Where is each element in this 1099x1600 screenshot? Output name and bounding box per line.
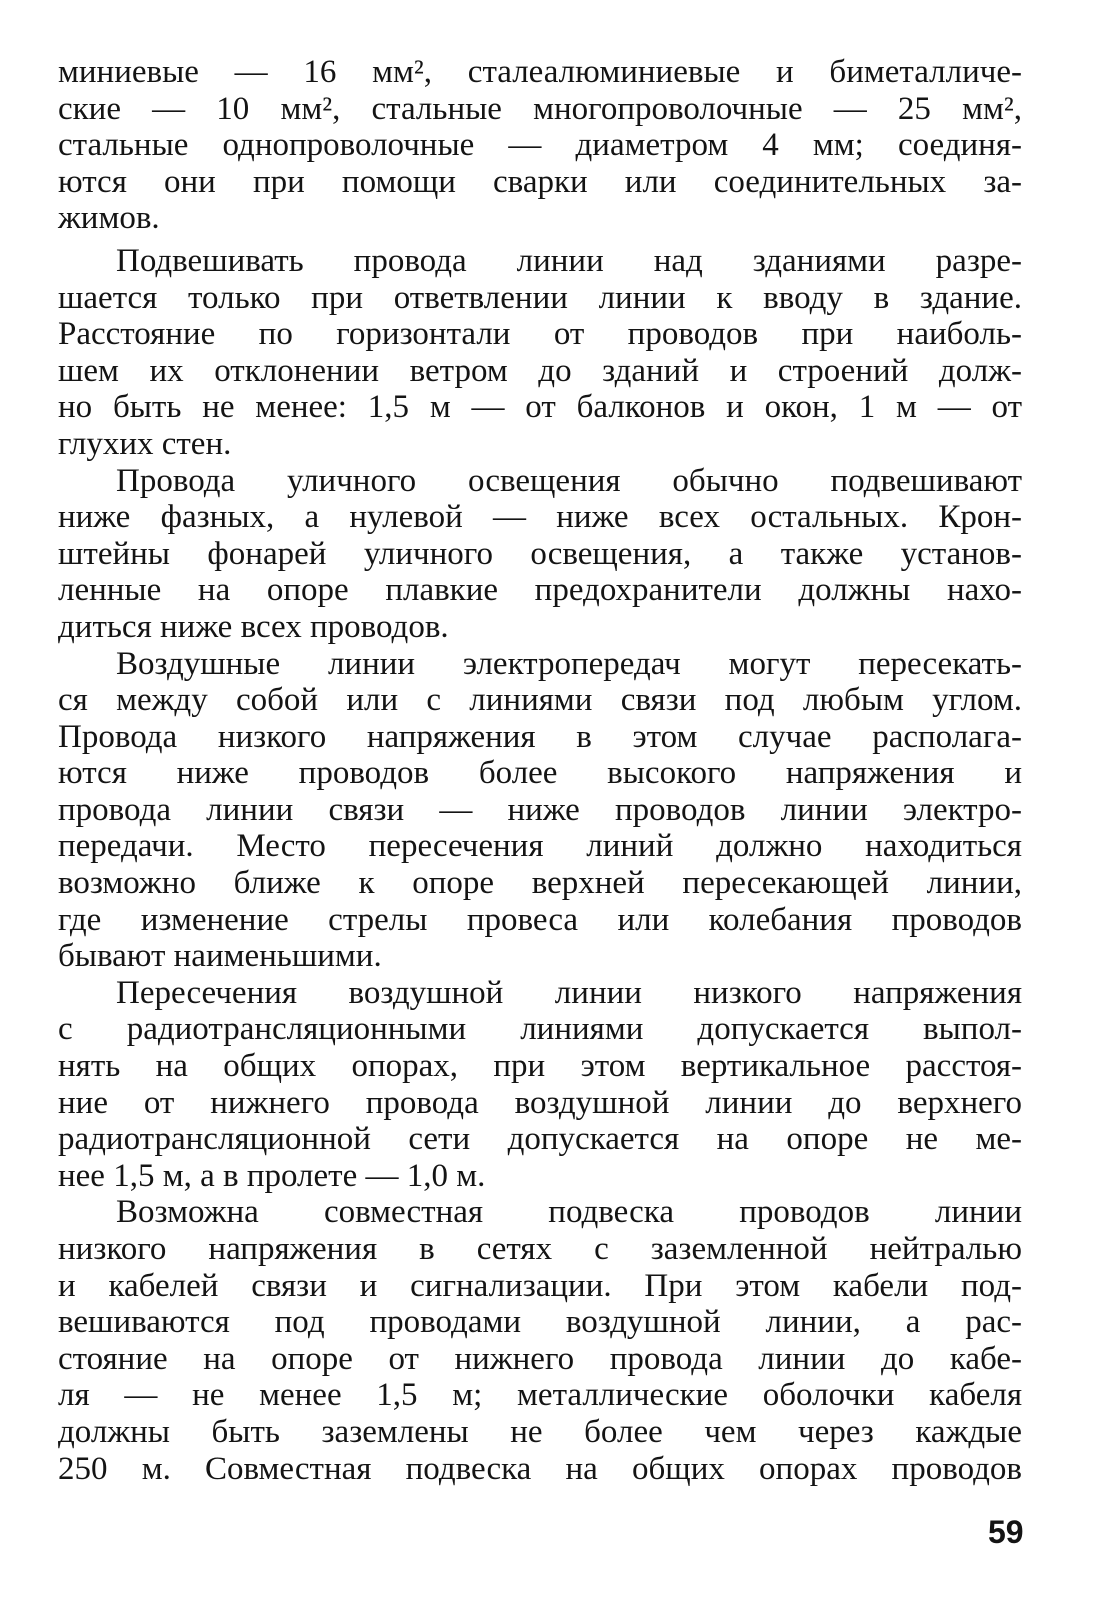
text-line: вешиваются под проводами воздушной линии, а рас-	[58, 1304, 1022, 1341]
text-line: ленные на опоре плавкие предохранители должны нахо-	[58, 572, 1022, 609]
paragraph-4	[58, 646, 1022, 975]
text-line: провода линии связи — ниже проводов линии электро-	[58, 791, 1022, 828]
text-line: ние от нижнего провода воздушной линии до верхнего	[58, 1084, 1022, 1121]
text-line: жимов.	[58, 200, 160, 237]
text-line: радиотрансляционной сети допускается на опоре не ме-	[58, 1121, 1022, 1158]
text-line: 250 м. Совместная подвеска на общих опорах проводов	[58, 1450, 1022, 1487]
paragraph-6	[58, 1194, 1022, 1487]
text-line: и кабелей связи и сигнализации. При этом кабели под-	[58, 1267, 1022, 1304]
text-line: шается только при ответвлении линии к вводу в здание.	[58, 279, 1022, 316]
text-line: Расстояние по горизонтали от проводов при наиболь-	[58, 316, 1022, 353]
page-number: 59	[988, 1514, 1024, 1550]
text-line: ля — не менее 1,5 м; металлические оболочки кабеля	[58, 1377, 1022, 1414]
text-line: бывают наименьшими.	[58, 938, 382, 975]
text-line: ские — 10 мм², стальные многопроволочные — 25 мм²,	[58, 90, 1022, 127]
text-line: диться ниже всех проводов.	[58, 608, 449, 645]
text-line: Провода низкого напряжения в этом случае располага-	[58, 718, 1022, 755]
paragraph-2	[58, 243, 1022, 463]
paragraph-3	[58, 463, 1022, 646]
text-line: глухих стен.	[58, 425, 232, 462]
text-line: Подвешивать провода линии над зданиями разре-	[116, 242, 1022, 279]
page-body	[58, 54, 1022, 1487]
text-line: с радиотрансляционными линиями допускается выпол-	[58, 1011, 1022, 1048]
text-line: шем их отклонении ветром до зданий и строений долж-	[58, 352, 1022, 389]
text-line: нять на общих опорах, при этом вертикальное расстоя-	[58, 1048, 1022, 1085]
text-line: ются они при помощи сварки или соединительных за-	[58, 163, 1022, 200]
text-line: где изменение стрелы провеса или колебания проводов	[58, 901, 1022, 938]
text-line: стальные однопроволочные — диаметром 4 мм; соединя-	[58, 127, 1022, 164]
text-line: но быть не менее: 1,5 м — от балконов и окон, 1 м — от	[58, 389, 1022, 426]
text-line: Возможна совместная подвеска проводов линии	[116, 1194, 1022, 1231]
text-line: ся между собой или с линиями связи под любым углом.	[58, 682, 1022, 719]
text-line: стояние на опоре от нижнего провода линии до кабе-	[58, 1340, 1022, 1377]
text-line: Провода уличного освещения обычно подвешивают	[116, 462, 1022, 499]
text-line: Воздушные линии электропередач могут пересекать-	[116, 645, 1022, 682]
text-line: возможно ближе к опоре верхней пересекающей линии,	[58, 865, 1022, 902]
text-line: передачи. Место пересечения линий должно находиться	[58, 828, 1022, 865]
paragraph-5	[58, 975, 1022, 1195]
text-line: ниже фазных, а нулевой — ниже всех остальных. Крон-	[58, 499, 1022, 536]
text-line: низкого напряжения в сетях с заземленной нейтралью	[58, 1231, 1022, 1267]
text-line: Пересечения воздушной линии низкого напряжения	[116, 974, 1022, 1011]
text-line: должны быть заземлены не более чем через каждые	[58, 1413, 1022, 1450]
text-line: штейны фонарей уличного освещения, а также установ-	[58, 535, 1022, 572]
text-line: ются ниже проводов более высокого напряжения и	[58, 755, 1022, 792]
paragraph-1	[58, 54, 1022, 237]
text-line: миниевые — 16 мм², сталеалюминиевые и биметалличе-	[58, 54, 1022, 90]
text-line: нее 1,5 м, а в пролете — 1,0 м.	[58, 1157, 486, 1194]
